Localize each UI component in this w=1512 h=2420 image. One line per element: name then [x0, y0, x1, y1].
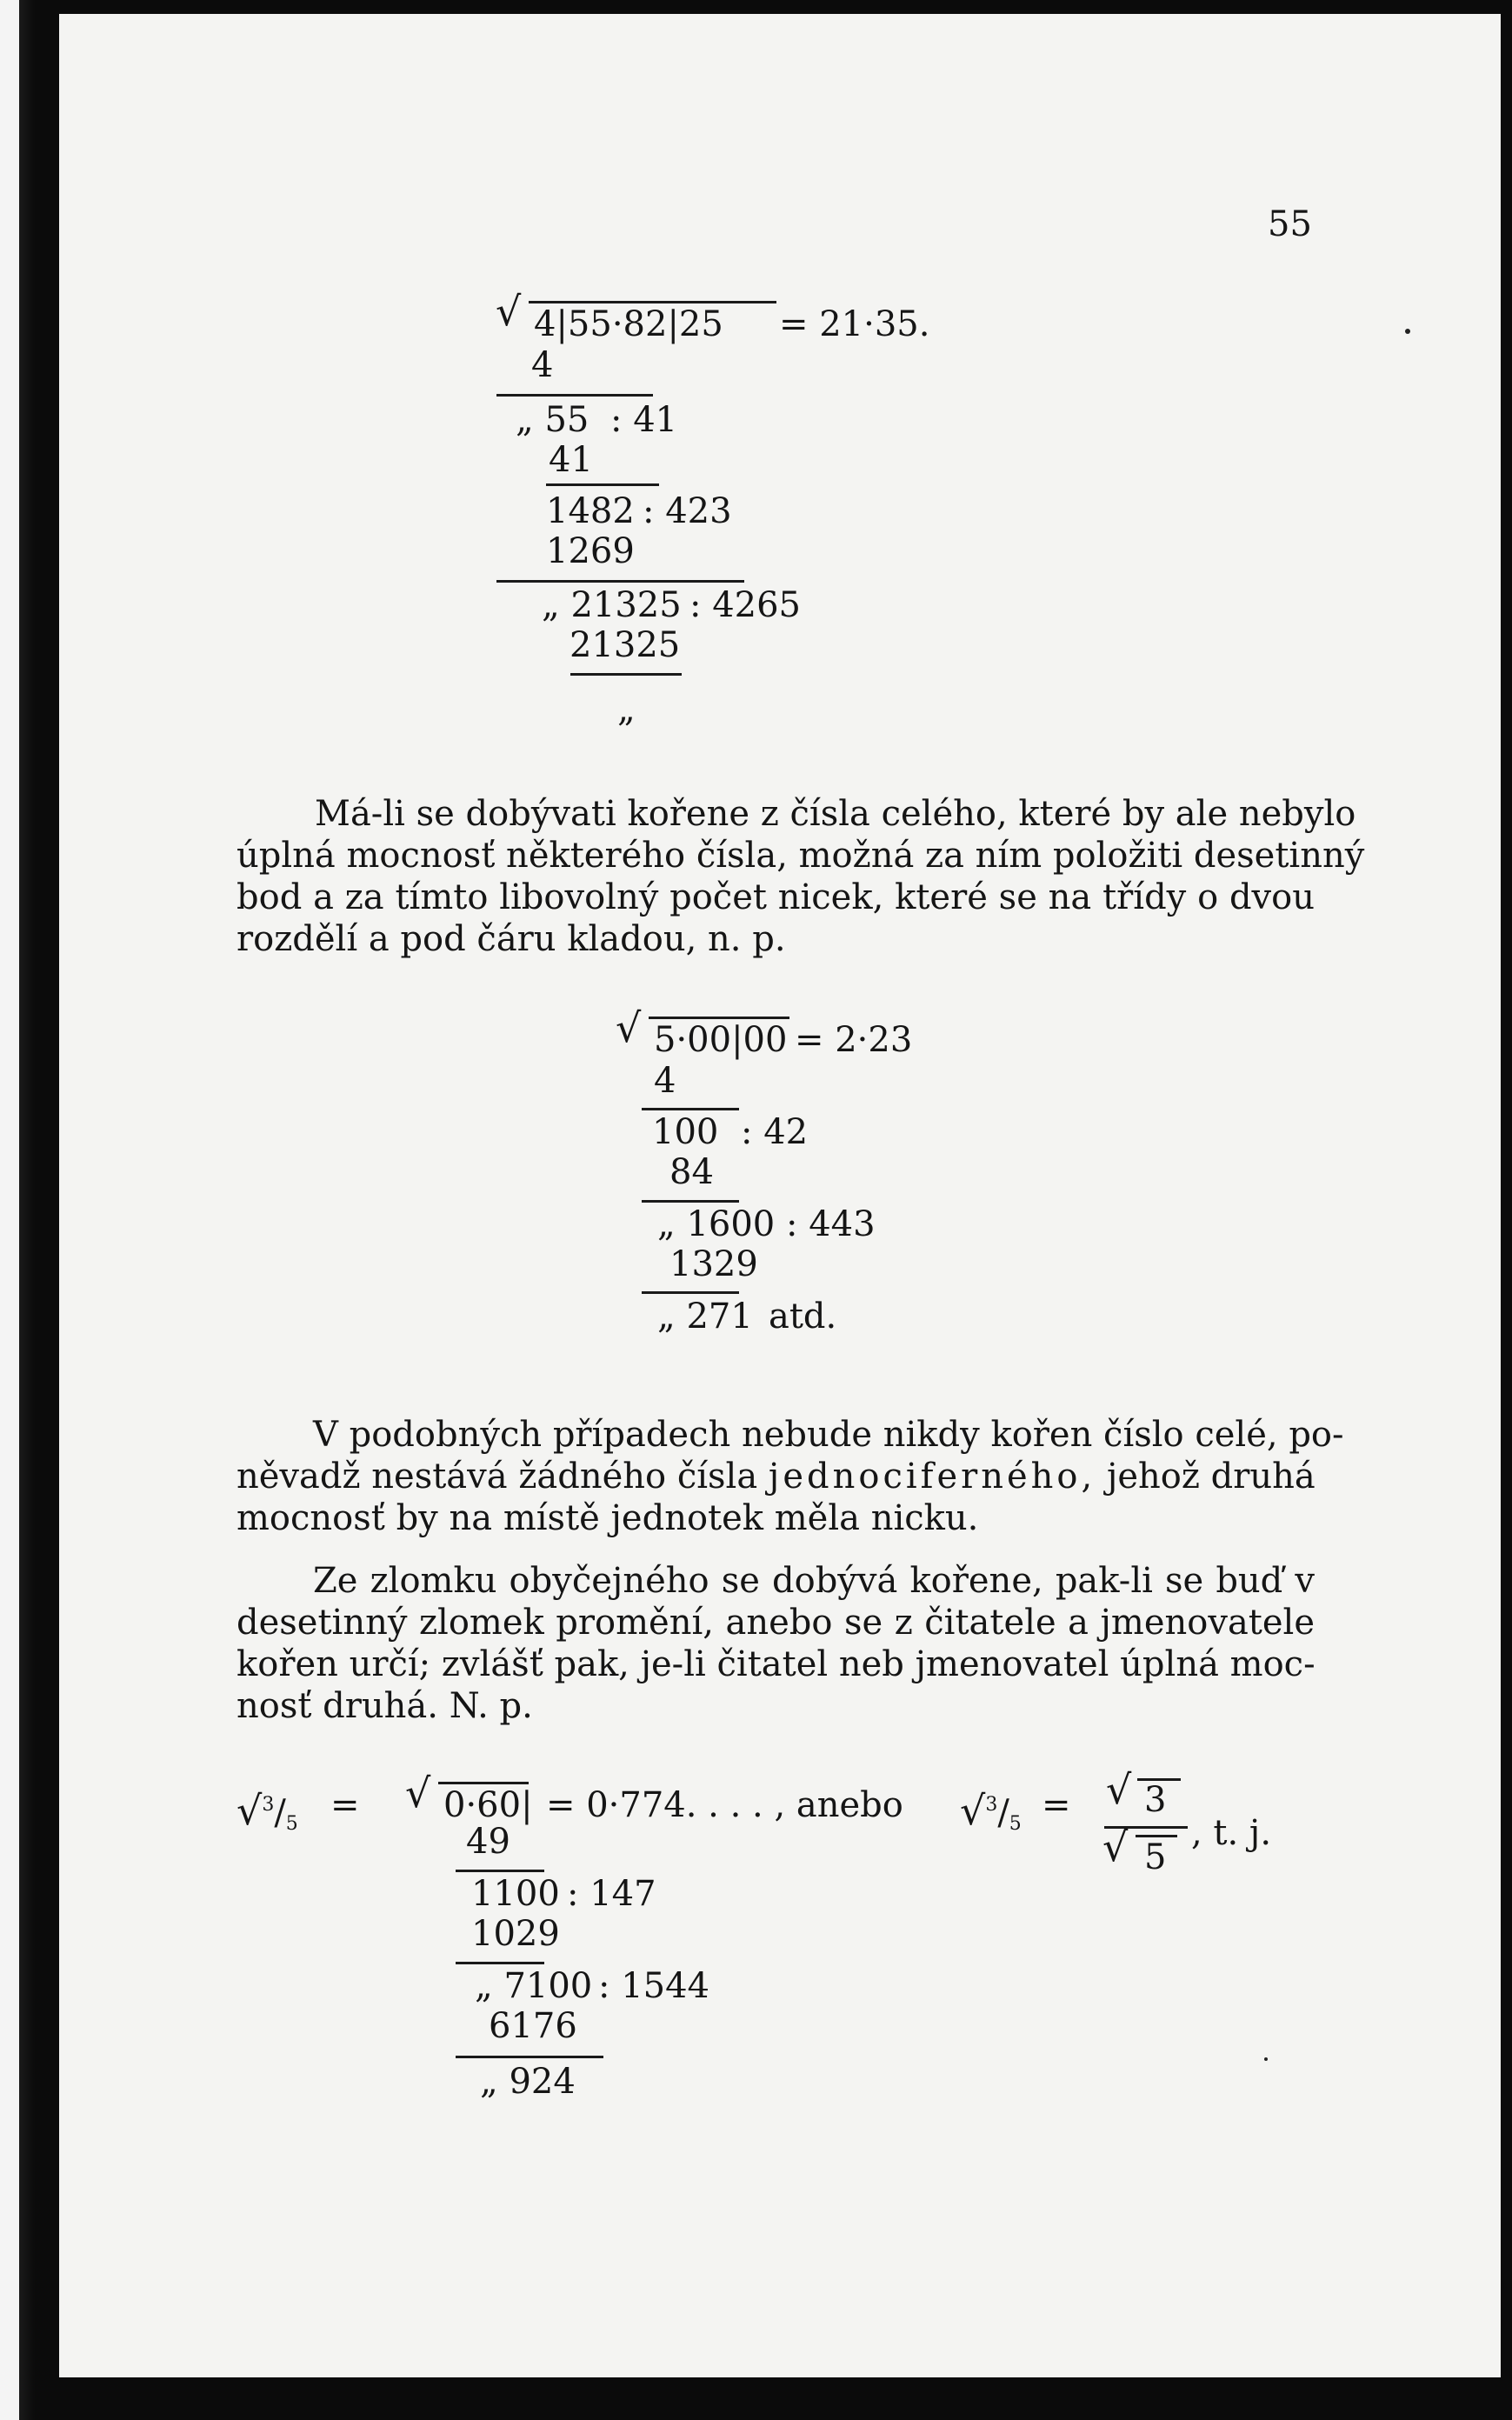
- paragraph-line: Ze zlomku obyčejného se dobývá kořene, pak-li se buď v: [313, 1561, 1315, 1601]
- row-right: : 42: [741, 1112, 809, 1152]
- paragraph-line: bod a za tímto libovolný počet nicek, které se na třídy o dvou: [236, 877, 1315, 917]
- row-left: 4: [654, 1061, 676, 1101]
- paragraph-2: [236, 1414, 1344, 1539]
- emphasized-word: jednociferného,: [768, 1457, 1096, 1497]
- rule: [496, 580, 744, 583]
- radical-sign: √: [1106, 1766, 1132, 1813]
- result: = 2·23: [795, 1020, 913, 1060]
- row-left: „: [617, 690, 636, 730]
- paragraph-3: [236, 1560, 1315, 1727]
- paragraph-line: úplná mocnosť některého čísla, možná za ním položiti desetinný: [236, 836, 1365, 876]
- equals-sign: =: [1042, 1785, 1071, 1825]
- row-left: 21325: [569, 625, 681, 665]
- row-left: „ 55: [516, 400, 589, 440]
- rule: [570, 673, 682, 676]
- paragraph-1: [236, 793, 1365, 960]
- row-right: : 147: [567, 1874, 656, 1914]
- rule: [642, 1291, 739, 1294]
- row-right: : 443: [786, 1204, 876, 1244]
- row-left: „ 924: [480, 2062, 576, 2102]
- radical-sign: √: [960, 1787, 986, 1834]
- paragraph-line: kořen určí; zvlášť pak, je-li čitatel neb jmenovatel úplná moc-: [236, 1644, 1316, 1684]
- row-left: 84: [669, 1152, 714, 1192]
- radical-sign: √: [236, 1787, 263, 1834]
- radicand: 5·00|00: [654, 1020, 788, 1060]
- fraction-numerator: 3: [262, 1794, 275, 1816]
- scan-left-edge: [0, 0, 35, 2420]
- row-left: 1482: [546, 491, 635, 531]
- rule: [456, 1870, 544, 1872]
- row-left: 1329: [669, 1244, 758, 1284]
- page-number: 55: [1268, 204, 1312, 244]
- paragraph-line: [236, 1456, 1315, 1497]
- fraction-denominator: 5: [285, 1813, 298, 1835]
- fraction-denominator: 5: [1009, 1813, 1022, 1835]
- row-right: : 4265: [689, 585, 801, 625]
- speck: [1405, 329, 1410, 334]
- paragraph-line: nosť druhá. N. p.: [236, 1686, 533, 1726]
- row-left: „ 7100: [475, 1966, 593, 2006]
- radicand: 0·60|: [443, 1785, 533, 1825]
- rule: [546, 483, 659, 486]
- row-right: : 423: [643, 491, 732, 531]
- lhs-root: $√^3/_5$: [960, 1787, 1022, 1835]
- row-left: „ 21325: [542, 585, 682, 625]
- paragraph-line: Má-li se dobývati kořene z čísla celého, které by ale nebylo: [315, 794, 1356, 834]
- radicand: 4|55·82|25: [534, 304, 723, 344]
- fraction-numerator: 3: [985, 1794, 998, 1816]
- numerator: 3: [1144, 1780, 1167, 1820]
- row-right: : 1544: [598, 1966, 709, 2006]
- rule: [642, 1108, 739, 1110]
- book-page: [59, 14, 1501, 2377]
- denominator: 5: [1144, 1837, 1167, 1877]
- tail-text: , t. j.: [1191, 1813, 1272, 1853]
- row-left: 1029: [471, 1914, 560, 1954]
- rule: [456, 1962, 544, 1964]
- lhs-root: $√^3/_5$: [236, 1787, 298, 1835]
- row-left: 49: [466, 1822, 510, 1862]
- paragraph-line: desetinný zlomek promění, anebo se z čitatele a jmenovatele: [236, 1603, 1315, 1643]
- row-left: 41: [549, 440, 593, 480]
- row-left: „ 271: [657, 1297, 753, 1337]
- paragraph-line: V podobných případech nebude nikdy kořen číslo celé, po-: [313, 1415, 1344, 1455]
- text-run: jehož druhá: [1106, 1457, 1316, 1497]
- rule: [496, 394, 653, 397]
- text-run: něvadž nestává žádného čísla: [236, 1457, 758, 1497]
- speck: [1264, 2057, 1268, 2061]
- radical-sign: √: [616, 1004, 642, 1051]
- row-left: 1100: [471, 1874, 560, 1914]
- result: = 0·774. . . . , anebo: [546, 1785, 903, 1825]
- row-left: 1269: [546, 531, 635, 571]
- paragraph-line: mocnosť by na místě jednotek měla nicku.: [236, 1498, 979, 1538]
- row-left: 100: [652, 1112, 719, 1152]
- row-right: atd.: [769, 1297, 837, 1337]
- equals-sign: =: [330, 1785, 360, 1825]
- rule: [456, 2056, 603, 2058]
- result: = 21·35.: [779, 304, 930, 344]
- row-right: : 41: [610, 400, 678, 440]
- row-left: „ 1600: [657, 1204, 776, 1244]
- radical-sign: √: [405, 1770, 431, 1817]
- radical-sign: √: [496, 288, 522, 335]
- row-left: 4: [531, 345, 554, 385]
- rule: [642, 1200, 739, 1203]
- row-left: 6176: [489, 2006, 577, 2046]
- paragraph-line: rozdělí a pod čáru kladou, n. p.: [236, 919, 786, 959]
- radical-sign: √: [1102, 1823, 1129, 1870]
